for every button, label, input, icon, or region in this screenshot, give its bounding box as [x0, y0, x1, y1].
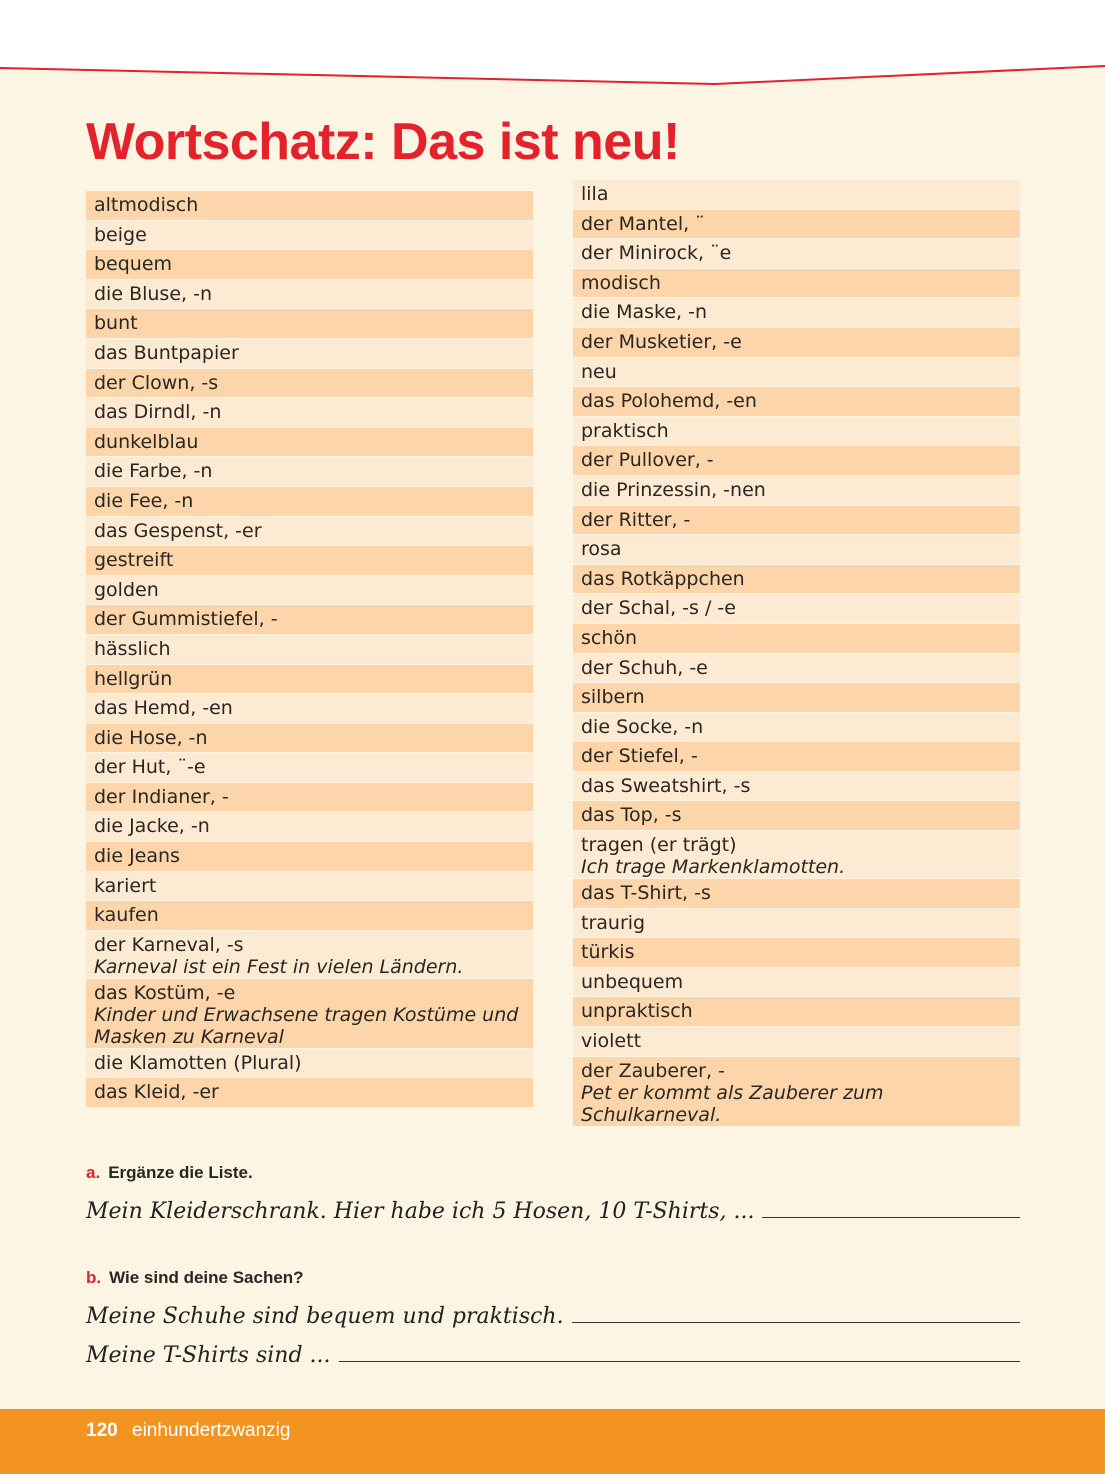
vocabulary-list-right	[573, 180, 1020, 1127]
vocabulary-row	[86, 576, 533, 606]
vocabulary-word: der Clown, -s	[94, 371, 219, 394]
vocabulary-row	[86, 487, 533, 517]
vocabulary-row	[86, 842, 533, 872]
vocabulary-word: die Maske, -n	[581, 301, 707, 324]
vocabulary-row	[573, 210, 1020, 240]
vocabulary-word: schön	[581, 626, 638, 649]
vocabulary-word: dunkelblau	[94, 430, 199, 453]
vocabulary-row	[86, 605, 533, 635]
vocabulary-row	[86, 1049, 533, 1079]
vocabulary-word: kaufen	[94, 904, 159, 927]
exercise-a-heading	[86, 1163, 1020, 1183]
vocabulary-word: der Hut, ¨-e	[94, 756, 206, 779]
vocabulary-row	[573, 358, 1020, 388]
exercise-a	[86, 1163, 1020, 1224]
exercise-a-answer-line[interactable]	[86, 1199, 1020, 1224]
vocabulary-row	[86, 339, 533, 369]
writing-line[interactable]	[762, 1217, 1020, 1218]
writing-line[interactable]	[339, 1361, 1020, 1362]
vocabulary-list-left	[86, 191, 533, 1108]
exercise-b-instruction: Wie sind deine Sachen?	[109, 1268, 304, 1287]
vocabulary-word: türkis	[581, 941, 635, 964]
vocabulary-word: modisch	[581, 271, 661, 294]
vocabulary-row	[573, 997, 1020, 1027]
vocabulary-row	[573, 180, 1020, 210]
exercise-b-answer-line-2[interactable]	[86, 1343, 1020, 1368]
vocabulary-word: praktisch	[581, 419, 669, 442]
vocabulary-row	[86, 309, 533, 339]
vocabulary-row	[573, 417, 1020, 447]
vocabulary-row	[86, 812, 533, 842]
vocabulary-word: unpraktisch	[581, 1000, 693, 1023]
vocabulary-row	[86, 694, 533, 724]
vocabulary-example-sentence: Karneval ist ein Fest in vielen Ländern.	[94, 955, 464, 978]
vocabulary-row	[573, 909, 1020, 939]
page-number: 120	[86, 1420, 118, 1441]
vocabulary-row	[86, 901, 533, 931]
vocabulary-example-sentence: Ich trage Markenklamotten.	[581, 856, 846, 879]
vocabulary-word: die Jeans	[94, 845, 180, 868]
vocabulary-row	[573, 594, 1020, 624]
vocabulary-word: der Stiefel, -	[581, 745, 698, 768]
vocabulary-row	[86, 191, 533, 221]
vocabulary-row	[573, 938, 1020, 968]
vocabulary-word: die Prinzessin, -nen	[581, 478, 766, 501]
vocabulary-row	[573, 269, 1020, 299]
vocabulary-word: das Sweatshirt, -s	[581, 774, 751, 797]
vocabulary-word: tragen (er trägt)	[581, 834, 737, 857]
vocabulary-row	[573, 1057, 1020, 1127]
vocabulary-row	[573, 239, 1020, 269]
vocabulary-word: bunt	[94, 312, 138, 335]
vocabulary-word: das Kleid, -er	[94, 1081, 219, 1104]
vocabulary-word: bequem	[94, 253, 173, 276]
vocabulary-word: der Gummistiefel, -	[94, 608, 278, 631]
vocabulary-word: silbern	[581, 686, 645, 709]
vocabulary-row	[86, 872, 533, 902]
vocabulary-word: rosa	[581, 538, 622, 561]
vocabulary-row	[573, 683, 1020, 713]
vocabulary-word: neu	[581, 360, 617, 383]
vocabulary-row	[86, 428, 533, 458]
exercise-b-answer-line-1[interactable]	[86, 1304, 1020, 1329]
vocabulary-word: der Schuh, -e	[581, 656, 708, 679]
vocabulary-row	[573, 387, 1020, 417]
exercise-b-heading	[86, 1268, 1020, 1288]
writing-line[interactable]	[572, 1322, 1020, 1323]
vocabulary-row	[573, 624, 1020, 654]
vocabulary-example-sentence: Kinder und Erwachsene tragen Kostüme und Masken zu Karneval	[94, 1003, 519, 1048]
vocabulary-row	[573, 446, 1020, 476]
exercise-b-letter: b.	[86, 1268, 102, 1287]
vocabulary-row	[573, 535, 1020, 565]
vocabulary-row	[86, 979, 533, 1049]
vocabulary-word: der Pullover, -	[581, 449, 714, 472]
vocabulary-word: gestreift	[94, 549, 174, 572]
exercise-b	[86, 1268, 1020, 1368]
vocabulary-word: hässlich	[94, 637, 171, 660]
vocabulary-row	[86, 369, 533, 399]
vocabulary-row	[86, 517, 533, 547]
exercise-a-example-text: Mein Kleiderschrank. Hier habe ich 5 Hosen, 10 T-Shirts, ...	[86, 1199, 755, 1224]
exercise-b-example-text-1: Meine Schuhe sind bequem und praktisch.	[86, 1304, 564, 1329]
vocabulary-word: das T-Shirt, -s	[581, 882, 711, 905]
vocabulary-row	[86, 783, 533, 813]
vocabulary-word: golden	[94, 578, 159, 601]
vocabulary-word: der Ritter, -	[581, 508, 691, 531]
vocabulary-word: das Polohemd, -en	[581, 390, 757, 413]
vocabulary-word: der Karneval, -s	[94, 933, 244, 956]
vocabulary-word: der Zauberer, -	[581, 1059, 725, 1082]
vocabulary-word: das Dirndl, -n	[94, 401, 222, 424]
vocabulary-row	[86, 221, 533, 251]
vocabulary-word: unbequem	[581, 970, 684, 993]
vocabulary-row	[573, 968, 1020, 998]
page-header-band	[0, 0, 1105, 90]
vocabulary-row	[86, 1078, 533, 1108]
vocabulary-word: der Schal, -s / -e	[581, 597, 736, 620]
vocabulary-word: die Fee, -n	[94, 489, 194, 512]
vocabulary-row	[573, 742, 1020, 772]
vocabulary-word: die Socke, -n	[581, 715, 704, 738]
vocabulary-row	[573, 1027, 1020, 1057]
vocabulary-word: das Gespenst, -er	[94, 519, 262, 542]
vocabulary-row	[86, 250, 533, 280]
vocabulary-word: das Buntpapier	[94, 341, 239, 364]
vocabulary-word: das Kostüm, -e	[94, 981, 236, 1004]
vocabulary-row	[573, 831, 1020, 879]
vocabulary-word: die Farbe, -n	[94, 460, 213, 483]
vocabulary-row	[573, 298, 1020, 328]
vocabulary-row	[573, 476, 1020, 506]
vocabulary-row	[573, 713, 1020, 743]
vocabulary-word: lila	[581, 183, 609, 205]
vocabulary-row	[86, 398, 533, 428]
vocabulary-word: beige	[94, 223, 147, 246]
vocabulary-row	[86, 280, 533, 310]
vocabulary-word: der Minirock, ¨e	[581, 242, 732, 265]
vocabulary-word: die Jacke, -n	[94, 815, 210, 838]
vocabulary-word: kariert	[94, 874, 157, 897]
vocabulary-row	[573, 565, 1020, 595]
vocabulary-word: die Bluse, -n	[94, 282, 212, 305]
vocabulary-row	[573, 879, 1020, 909]
exercise-a-instruction: Ergänze die Liste.	[108, 1163, 253, 1182]
vocabulary-word: das Rotkäppchen	[581, 567, 745, 590]
vocabulary-row	[86, 753, 533, 783]
page-title: Wortschatz: Das ist neu!	[86, 113, 680, 171]
vocabulary-word: hellgrün	[94, 667, 173, 690]
vocabulary-word: die Klamotten (Plural)	[94, 1051, 302, 1074]
vocabulary-word: traurig	[581, 911, 646, 934]
vocabulary-row	[86, 724, 533, 754]
vocabulary-word: der Musketier, -e	[581, 330, 742, 353]
vocabulary-example-sentence: Pet er kommt als Zauberer zum Schulkarneval.	[581, 1081, 884, 1126]
vocabulary-word: das Top, -s	[581, 804, 682, 827]
vocabulary-word: violett	[581, 1030, 642, 1053]
vocabulary-row	[86, 546, 533, 576]
vocabulary-row	[86, 931, 533, 979]
vocabulary-row	[86, 665, 533, 695]
vocabulary-row	[86, 635, 533, 665]
vocabulary-row	[573, 772, 1020, 802]
page-number-word: einhundertzwanzig	[132, 1420, 291, 1441]
vocabulary-word: der Indianer, -	[94, 785, 229, 808]
vocabulary-word: altmodisch	[94, 194, 199, 216]
vocabulary-word: die Hose, -n	[94, 726, 208, 749]
vocabulary-row	[573, 328, 1020, 358]
vocabulary-word: der Mantel, ¨	[581, 212, 705, 235]
vocabulary-row	[86, 457, 533, 487]
exercise-b-example-text-2: Meine T-Shirts sind ...	[86, 1343, 331, 1368]
vocabulary-row	[573, 654, 1020, 684]
exercise-a-letter: a.	[86, 1163, 101, 1182]
vocabulary-word: das Hemd, -en	[94, 697, 233, 720]
vocabulary-row	[573, 801, 1020, 831]
vocabulary-row	[573, 506, 1020, 536]
